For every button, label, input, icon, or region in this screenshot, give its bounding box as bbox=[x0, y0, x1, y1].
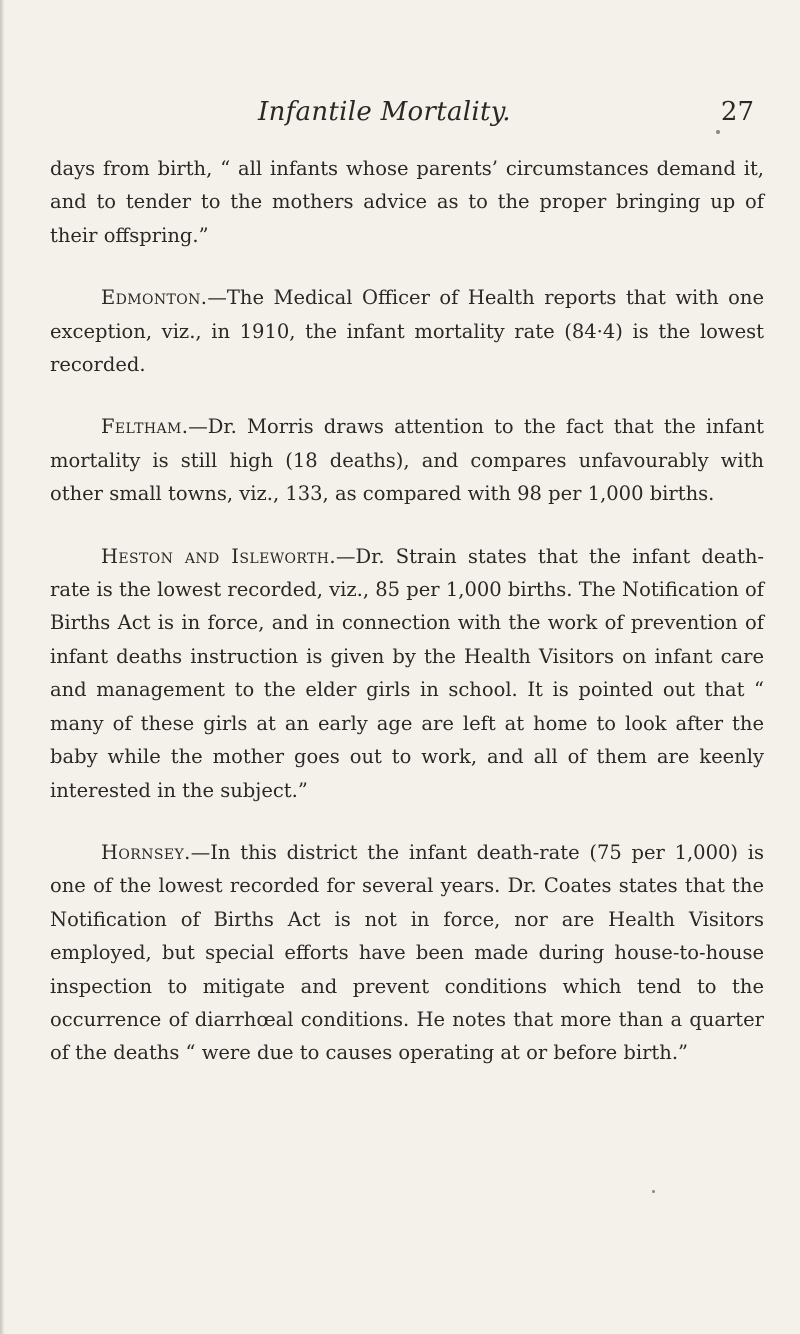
paper-speck bbox=[652, 1190, 655, 1193]
paragraph-heston-and-isleworth bbox=[50, 540, 764, 807]
paragraph-text: —Dr. Strain states that the infant death-rate is the lowest recorded, viz., 85 per 1,000 births. The Notification of Births Act is in force, and in connection with the work of prevention of infant deaths instruction is given by the Health Visitors on infant care and management to the elder girls in school. It is pointed out that “ many of these girls at an early age are left at home to look after the baby while the mother goes out to work, and all of them are keenly interested in the subject.” bbox=[50, 544, 764, 802]
paragraph-text: days from birth, “ all infants whose parents’ circumstances demand it, and to tender to the mothers advice as to the proper bringing up of their offspring.” bbox=[50, 157, 764, 247]
page-left-edge bbox=[0, 0, 4, 1334]
paragraph-text: —Dr. Morris draws attention to the fact that the infant mortality is still high (18 deaths), and compares unfavourably with other small towns, viz., 133, as compared with 98 per 1,000 births. bbox=[50, 415, 764, 506]
paragraph-heading: Edmonton. bbox=[101, 286, 208, 310]
paragraph-heading: Heston and Isleworth. bbox=[101, 544, 336, 568]
paragraph-feltham bbox=[50, 410, 764, 510]
paragraph-text: —In this district the infant death-rate (75 per 1,000) is one of the lowest recorded for several years. Dr. Coates states that the Notification of Births Act is not in force, nor are Health Visitors employed, but special efforts have been made during house-to-house inspection to mitigate and prevent conditions which tend to the occurrence of diarrhœal conditions. He notes that more than a quarter of the deaths “ were due to causes operating at or before birth.” bbox=[50, 840, 764, 1065]
paragraph-continuation bbox=[50, 152, 764, 252]
running-head bbox=[0, 97, 800, 137]
paragraph-text: —The Medical Officer of Health reports that with one exception, viz., in 1910, the infant mortality rate (84·4) is the lowest recorded. bbox=[50, 286, 764, 377]
paragraph-hornsey bbox=[50, 836, 764, 1070]
paragraph-heading: Hornsey. bbox=[101, 840, 191, 864]
paragraph-heading: Feltham. bbox=[101, 415, 189, 439]
page-number: 27 bbox=[720, 97, 754, 127]
paragraph-edmonton bbox=[50, 281, 764, 381]
body-text bbox=[50, 152, 764, 1070]
running-title: Infantile Mortality. bbox=[258, 97, 511, 127]
